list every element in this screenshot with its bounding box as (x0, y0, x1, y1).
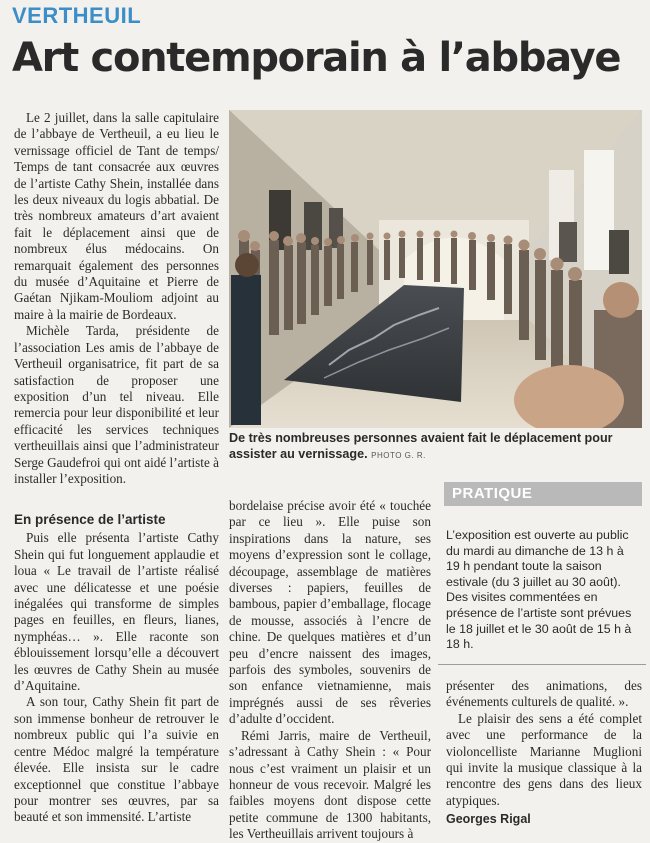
paragraph: Puis elle présenta l’artiste Cathy Shein qui fut longuement applaudie et loua « Le travail de l’artiste réalisé avec une délicatesse et une poésie inégalées qui transforme de simples pages en feuilles, en fleurs, lianes, nymphéas… ». Elle raconte son éblouissement lorsqu’elle a découvert les œuvres de Cathy Shein au musée d’Aquitaine. (14, 530, 219, 694)
author-signature: Georges Rigal (446, 812, 531, 827)
article-column-3 (446, 678, 642, 828)
paragraph: A son tour, Cathy Shein fit part de son immense bonheur de retrouver le nombreux public qui l’a suivie en centre Médoc malgré la température élevée. Elle insista sur le cadre exceptionnel que constitue l’abbaye pour montrer ses œuvres, par sa beauté et son immensité. L’artiste (14, 694, 219, 825)
paragraph: Le plaisir des sens a été complet avec une performance de la violoncelliste Marianne Muglioni qui invite la musique classique à la rencontre des gens dans des lieux atypiques. (446, 710, 642, 808)
caption-text: De très nombreuses personnes avaient fait le déplacement pour assister au vernissage. (229, 431, 613, 461)
paragraph: présenter des animations, des événements culturels de qualité. ». (446, 678, 642, 710)
section-kicker: VERTHEUIL (12, 3, 142, 28)
pratique-text: L’exposition est ouverte au public du mardi au dimanche de 13 h à 19 h pendant toute la saison estivale (du 3 juillet au 30 août). Des visites commentées en présence de l’artiste sont prévues le 18 juillet et le 30 août de 15 h à 18 h. (446, 528, 632, 652)
paragraph: Le 2 juillet, dans la salle capitulaire de l’abbaye de Vertheuil, a eu lieu le vernissage officiel de Tant de temps/ Temps de tant consacrée aux œuvres de l’artiste Cathy Shein, installée dans les deux niveaux du logis abbatial. De très nombreux amateurs d’art avaient fait le déplacement ainsi que de nombreux élus médocains. On remarquait également des personnes du musée d’Aquitaine et Pierre de Gaétan Njikam-Mouliom adjoint au maire à la mairie de Bordeaux. (14, 110, 219, 322)
article-column-1 (14, 110, 219, 487)
photo-caption (229, 430, 642, 464)
paragraph: bordelaise précise avoir été « touchée par ce lieu ». Elle puise son inspirations dans la nature, ses moyens d’expression sont le collage, découpage, assemblage de matières diverses : papiers, feuilles de bambous, papier d’emballage, flocage de mousse, associés à l’encre de chine. De quelques matières et d’un peu d’encre naissent des images, parfois des symboles, souvenirs de son enfance vietnamienne, mais imprégnés aussi de ses rêveries d’adulte d’occident. (229, 498, 431, 727)
divider (438, 664, 646, 665)
pratique-header: PRATIQUE (444, 482, 642, 506)
paragraph: Rémi Jarris, maire de Vertheuil, s’adressant à Cathy Shein : « Pour nous c’est vraiment un plaisir et un honneur de vous recevoir. Malgré les faibles moyens dont dispose cette petite commune de 1300 habitants, les Vertheuillais arrivent toujours à (229, 727, 431, 842)
article-column-1-continued (14, 512, 219, 826)
abbey-hall-illustration (229, 110, 642, 428)
headline: Art contemporain à l’abbaye (12, 35, 621, 81)
article-photo (229, 110, 642, 428)
article-column-2 (229, 498, 431, 843)
photo-credit: PHOTO G. R. (371, 451, 426, 460)
paragraph: Michèle Tarda, présidente de l’association Les amis de l’abbaye de Vertheuil organisatrice, fit part de sa satisfaction de proposer une exposition d’un tel niveau. Elle remercia pour leur disponibilité et leur efficacité les services techniques vertheuillais ainsi que l’administrateur Serge Gaudefroi qui ont aidé l’artiste à installer l’exposition. (14, 323, 219, 486)
subheading: En présence de l’artiste (14, 512, 166, 527)
